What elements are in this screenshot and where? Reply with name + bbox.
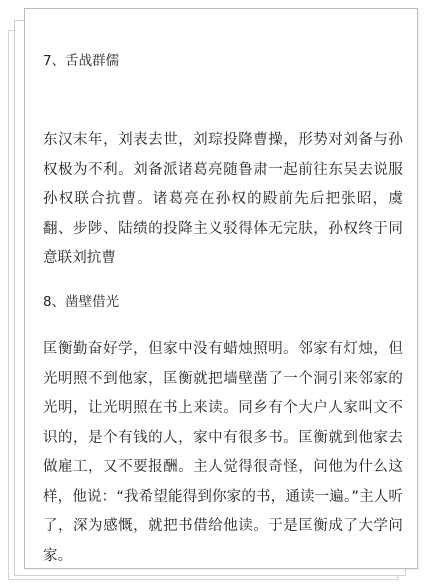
section-heading-7: 7、舌战群儒 bbox=[43, 53, 120, 69]
section-paragraph-8: 匡衡勤奋好学，但家中没有蜡烛照明。邻家有灯烛，但光明照不到他家，匡衡就把墙壁凿了一个洞引来邻家的光明，让光明照在书上来读。同乡有个大户人家叫文不识的，是个有钱的人，家中有很多书。匡衡就到他家去做雇工，又不要报酬。主人觉得很奇怪，问他为什么这样，他说：“我希望能得到你家的书，通读一遍。”主人听了，深为感慨，就把书借给他读。于是匡衡成了大学问家。 bbox=[43, 341, 403, 564]
section-paragraph-7: 东汉末年，刘表去世，刘琮投降曹操，形势对刘备与孙权极为不利。刘备派诸葛亮随鲁肃一起前往东吴去说服孙权联合抗曹。诸葛亮在孙权的殿前先后把张昭，虞翻、步陟、陆绩的投降主义驳得体无完肤，孙权终于同意联刘抗曹 bbox=[43, 132, 403, 266]
section-heading-8: 8、凿壁借光 bbox=[43, 294, 120, 310]
document-page bbox=[24, 8, 418, 569]
